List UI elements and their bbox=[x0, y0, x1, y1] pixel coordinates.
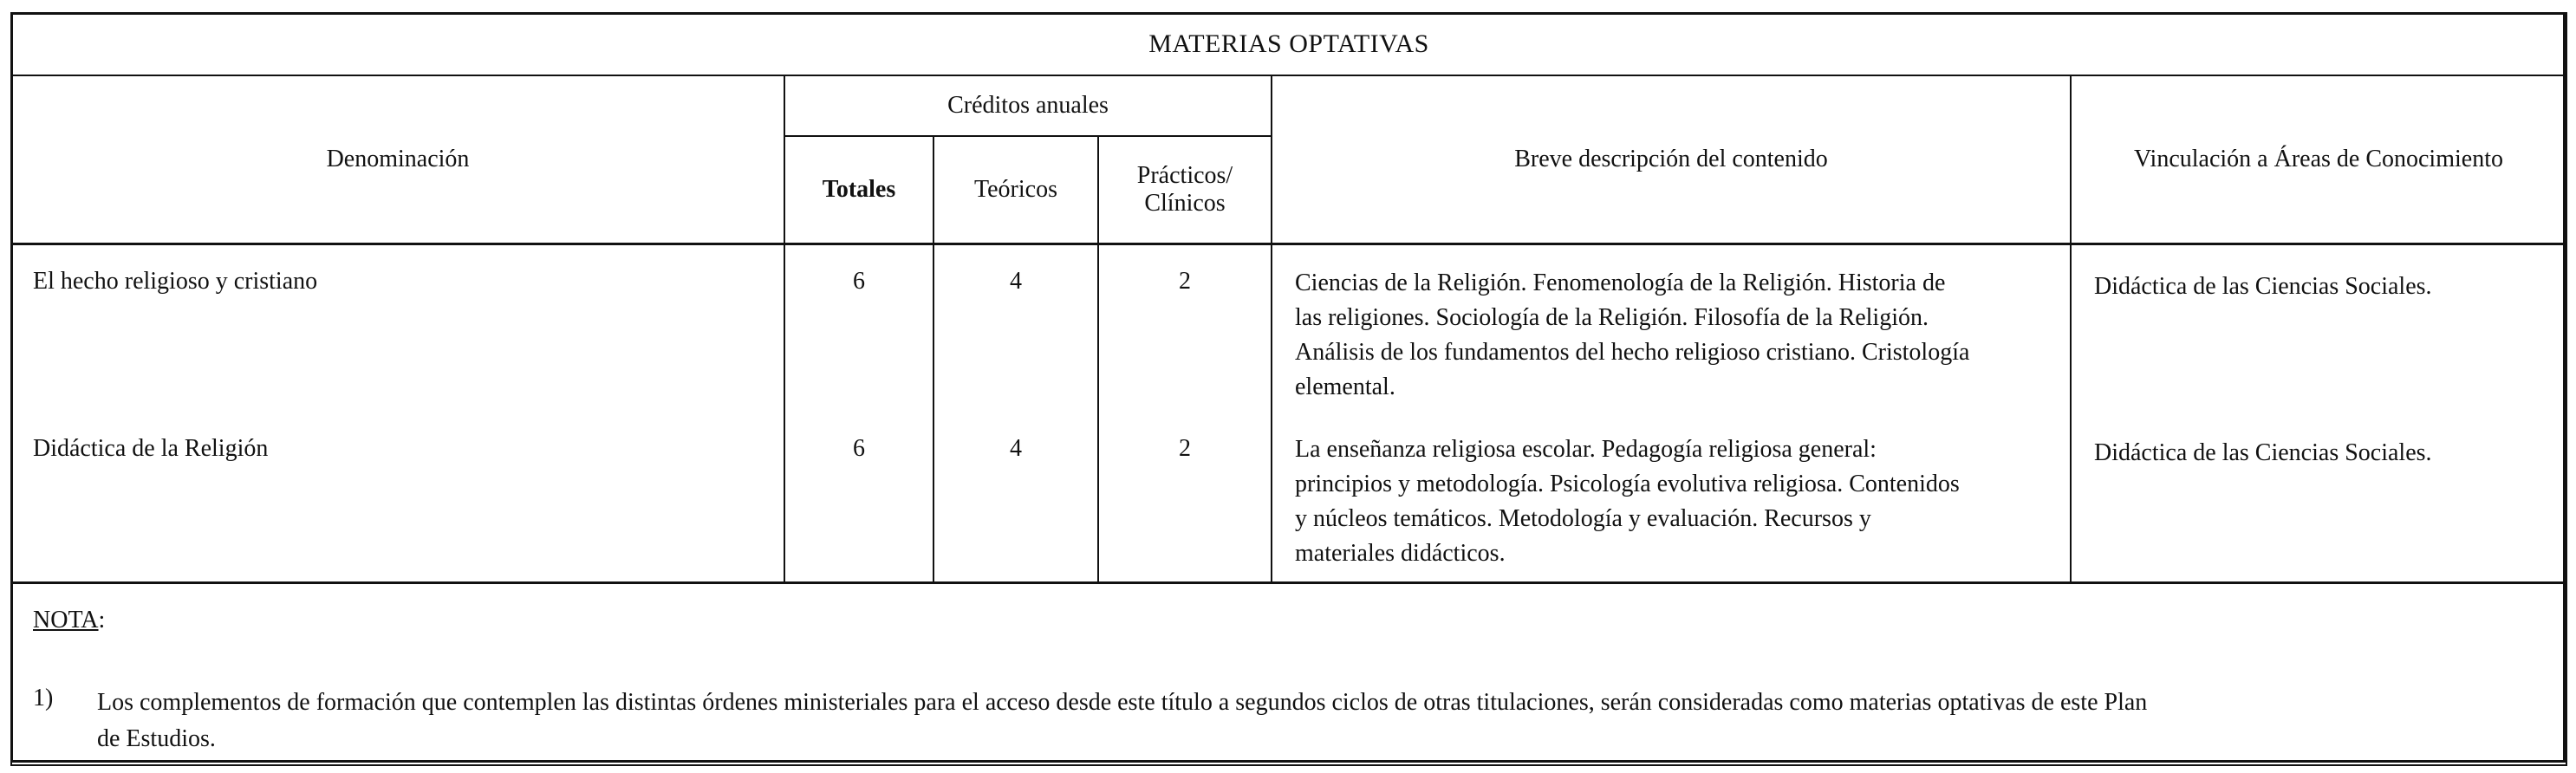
header-vinculacion: Vinculación a Áreas de Conocimiento bbox=[2071, 75, 2566, 244]
header-creditos-anuales: Créditos anuales bbox=[784, 75, 1272, 136]
row-1-totales: 6 bbox=[853, 268, 865, 295]
row-1-denominacion: El hecho religioso y cristiano bbox=[33, 268, 318, 295]
row-1-desc-line: Análisis de los fundamentos del hecho religioso cristiano. Cristología bbox=[1295, 339, 1970, 366]
row-1-desc-line: Ciencias de la Religión. Fenomenología de la Religión. Historia de bbox=[1295, 270, 1946, 296]
row-1-desc-line: elemental. bbox=[1295, 374, 1395, 400]
row-1-practicos: 2 bbox=[1179, 268, 1191, 295]
header-practicos-line2: Clínicos bbox=[1144, 190, 1226, 217]
header-teoricos: Teóricos bbox=[933, 136, 1098, 244]
row-2-teoricos: 4 bbox=[1010, 435, 1022, 462]
header-denominacion: Denominación bbox=[11, 75, 784, 244]
row-2-desc-line: y núcleos temáticos. Metodología y evaluación. Recursos y bbox=[1295, 505, 1871, 532]
row-2-desc-line: principios y metodología. Psicología evolutiva religiosa. Contenidos bbox=[1295, 471, 1960, 497]
header-totales: Totales bbox=[784, 136, 933, 244]
table-title: MATERIAS OPTATIVAS bbox=[11, 13, 2566, 75]
row-1-desc-line: las religiones. Sociología de la Religión. Filosofía de la Religión. bbox=[1295, 304, 1929, 331]
nota-item-line1: Los complementos de formación que contemplen las distintas órdenes ministeriales para el acceso desde este título a segundos ciclos de otras titulaciones, serán consideradas como materias optativas de este Plan bbox=[97, 689, 2148, 716]
row-2-totales: 6 bbox=[853, 435, 865, 462]
row-2-denominacion: Didáctica de la Religión bbox=[33, 435, 269, 462]
row-2-desc-line: materiales didácticos. bbox=[1295, 540, 1506, 567]
header-practicos-line1: Prácticos/ bbox=[1136, 162, 1233, 189]
row-2-practicos: 2 bbox=[1179, 435, 1191, 462]
header-descripcion: Breve descripción del contenido bbox=[1272, 75, 2071, 244]
outer-frame bbox=[10, 12, 2566, 763]
nota-item-line2: de Estudios. bbox=[97, 725, 216, 752]
nota-label-text: NOTA bbox=[33, 607, 99, 633]
row-1-teoricos: 4 bbox=[1010, 268, 1022, 295]
row-1-area: Didáctica de las Ciencias Sociales. bbox=[2094, 273, 2432, 300]
row-2-desc-line: La enseñanza religiosa escolar. Pedagogía religiosa general: bbox=[1295, 436, 1877, 463]
row-2-area: Didáctica de las Ciencias Sociales. bbox=[2094, 439, 2432, 466]
nota-colon: : bbox=[98, 607, 106, 633]
nota-item-number: 1) bbox=[33, 685, 54, 711]
